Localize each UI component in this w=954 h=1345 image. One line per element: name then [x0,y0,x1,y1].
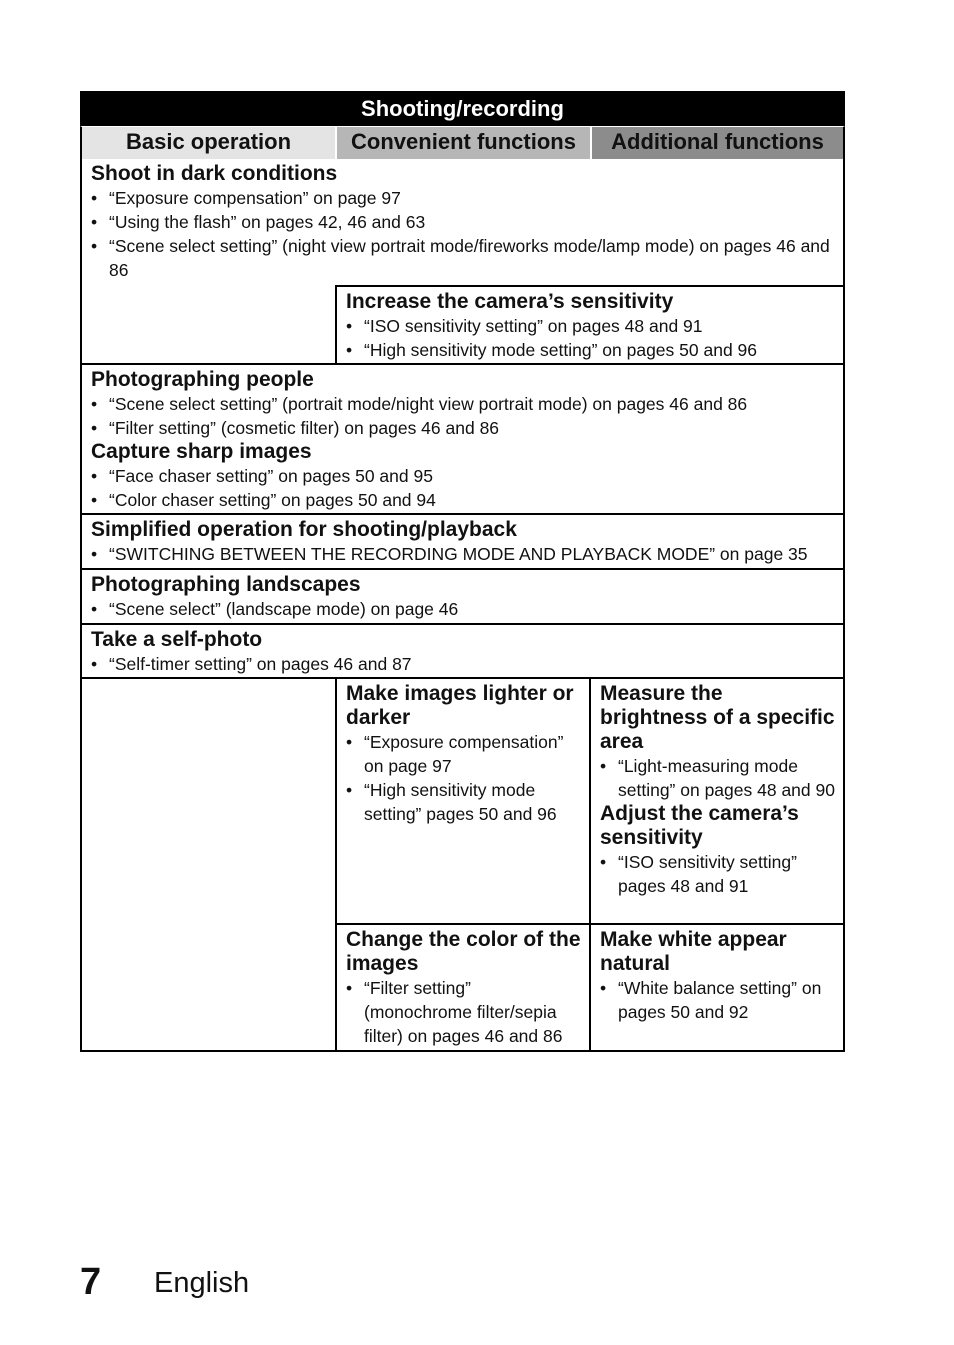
section-title: Adjust the camera’s sensitivity [600,802,799,849]
section-landscapes [80,570,845,625]
list-item: • “Light-measuring mode setting” on pages 48 and 90 [600,754,835,802]
section-title: Simplified operation for shooting/playback [91,518,517,541]
reference-list [91,464,835,512]
reference-list [91,542,835,566]
list-item: • “ISO sensitivity setting” pages 48 and 91 [600,850,835,898]
cell-landscapes [82,570,843,623]
page-number: 7 [80,1261,102,1303]
section-advanced-grid [80,679,845,1052]
section-title: Make images lighter or darker [346,682,574,729]
section-title: Shoot in dark conditions [91,162,338,185]
section-people [80,365,845,515]
reference-list [91,652,835,676]
reference-list [600,976,835,1024]
list-item: • “High sensitivity mode setting” pages 50 and 96 [346,778,581,826]
cell-measure-brightness [589,679,843,925]
list-item: • “Color chaser setting” on pages 50 and 94 [91,488,835,512]
reference-list [346,314,835,362]
cell-dark-basic [82,159,843,285]
list-item: • “Using the flash” on pages 42, 46 and 63 [91,210,835,234]
section-title: Photographing landscapes [91,573,361,596]
cell-simplified [82,515,843,568]
list-item: • “ISO sensitivity setting” on pages 48 and 91 [346,314,835,338]
column-header-convenient: Convenient functions [335,126,590,159]
section-title: Make white appear natural [600,928,787,975]
section-title: Take a self-photo [91,628,263,651]
list-item: • “Scene select setting” (night view portrait mode/fireworks mode/lamp mode) on pages 46 and 86 [91,234,835,282]
cell-people [82,365,843,513]
list-item: • “High sensitivity mode setting” on pages 50 and 96 [346,338,835,362]
section-title: Increase the camera’s sensitivity [346,290,674,313]
section-title: Photographing people [91,368,314,391]
section-dark-conditions [80,159,845,365]
reference-list [91,392,835,440]
list-item: • “Self-timer setting” on pages 46 and 87 [91,652,835,676]
table-title: Shooting/recording [80,91,845,126]
list-item: • “SWITCHING BETWEEN THE RECORDING MODE AND PLAYBACK MODE” on page 35 [91,542,835,566]
list-item: • “Scene select” (landscape mode) on page 46 [91,597,835,621]
reference-list [91,597,835,621]
section-title: Capture sharp images [91,440,312,463]
cell-white-balance [589,923,843,1050]
reference-list [600,754,835,802]
list-item: • “Exposure compensation” on page 97 [91,186,835,210]
reference-list [346,730,581,826]
list-item: • “White balance setting” on pages 50 and 92 [600,976,835,1024]
list-item: • “Filter setting” (monochrome filter/sepia filter) on pages 46 and 86 [346,976,581,1048]
cell-dark-convenient [335,285,843,363]
column-header-additional: Additional functions [590,126,845,159]
page-language: English [154,1267,250,1299]
list-item: • “Exposure compensation” on page 97 [346,730,581,778]
list-item: • “Filter setting” (cosmetic filter) on pages 46 and 86 [91,416,835,440]
list-item: • “Face chaser setting” on pages 50 and 95 [91,464,835,488]
reference-list [91,186,835,282]
section-self-photo [80,625,845,679]
cell-change-color [335,923,589,1050]
section-title: Change the color of the images [346,928,581,975]
list-item: • “Scene select setting” (portrait mode/night view portrait mode) on pages 46 and 86 [91,392,835,416]
reference-list [600,850,835,898]
cell-self-photo [82,625,843,677]
cell-lighter-darker [335,679,589,925]
reference-list [346,976,581,1048]
column-header-basic: Basic operation [80,126,335,159]
section-simplified [80,515,845,570]
section-title: Measure the brightness of a specific area [600,682,835,753]
